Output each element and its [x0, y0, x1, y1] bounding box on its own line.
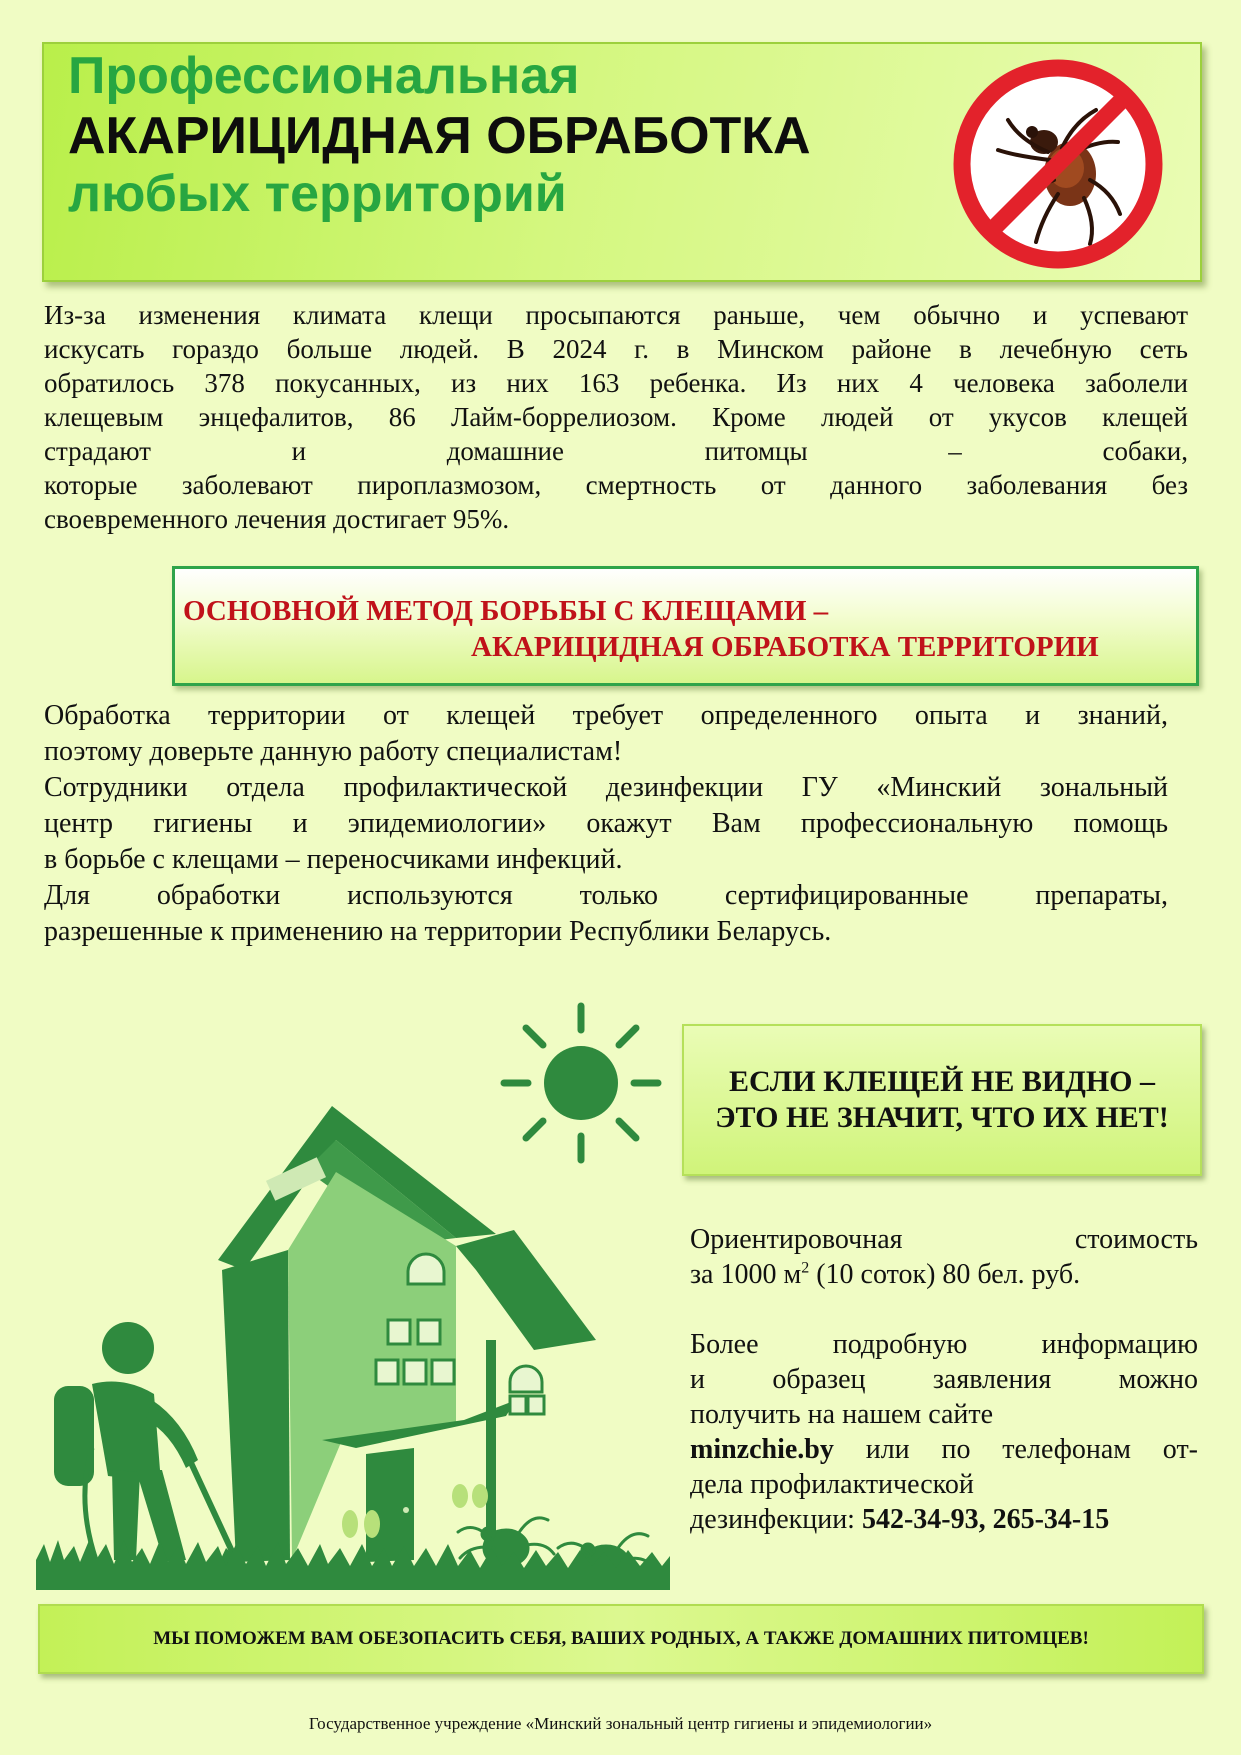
- contacts-line-6: дезинфекции: 542-34-93, 265-34-15: [690, 1504, 1110, 1535]
- price-and-contacts: [690, 1222, 1198, 1537]
- sun-icon: [504, 1006, 658, 1160]
- method-line-2: АКАРИЦИДНАЯ ОБРАБОТКА ТЕРРИТОРИИ: [471, 631, 1099, 663]
- phone-numbers[interactable]: 542-34-93, 265-34-15: [861, 1504, 1110, 1535]
- warning-box: [682, 1024, 1202, 1176]
- contacts-line-1: Более подробную информацию: [690, 1329, 1198, 1360]
- intro-paragraph: Из-за изменения климата клещи просыпаются раньше, чем обычно и успевают искусать гораздо больше людей. В 2024 г. в Минском районе в лечебную сеть обратилось 378 покусанных, из них 163 ребенка. Из них 4 человека заболели клещевым энцефалитов, 86 Лайм-боррелиозом. Кроме людей от укусов клещей страдают и домашние питомцы – собаки, которые заболевают пироплазмозом, смертность от данного заболевания без своевременного лечения достигает 95%.: [44, 300, 1188, 534]
- main-method-box: [172, 566, 1199, 686]
- title-line-1: Профессиональная: [68, 47, 580, 105]
- method-line-1: ОСНОВНОЙ МЕТОД БОРЬБЫ С КЛЕЩАМИ –: [183, 595, 829, 627]
- services-paragraph: Обработка территории от клещей требует определенного опыта и знаний, поэтому доверьте данную работу специалистам! Сотрудники отдела профилактической дезинфекции ГУ «Минский зональный центр гигиены и эпидемиологии» окажут Вам профессиональную помощь в борьбе с клещами – переносчиками инфекций. Для обработки используются только сертифицированные препараты, разрешенные к применению на территории Республики Беларусь.: [44, 700, 1168, 947]
- title-banner: [42, 42, 1202, 282]
- website-link[interactable]: minzchie.by: [690, 1434, 834, 1465]
- sprayer-person-icon: [54, 1322, 250, 1578]
- contacts-line-3: получить на нашем сайте: [690, 1399, 994, 1430]
- bottom-slogan-banner: МЫ ПОМОЖЕМ ВАМ ОБЕЗОПАСИТЬ СЕБЯ, ВАШИХ РОДНЫХ, А ТАКЖЕ ДОМАШНИХ ПИТОМЦЕВ!: [38, 1604, 1204, 1674]
- footer-institution: Государственное учреждение «Минский зональный центр гигиены и эпидемиологии»: [308, 1714, 933, 1733]
- warning-line-1: ЕСЛИ КЛЕЩЕЙ НЕ ВИДНО –: [728, 1065, 1156, 1098]
- title-line-2: АКАРИЦИДНАЯ ОБРАБОТКА: [68, 107, 811, 165]
- contacts-line-2: и образец заявления можно: [690, 1364, 1198, 1395]
- house-icon: [218, 1106, 596, 1562]
- title-line-3: любых территорий: [68, 165, 567, 223]
- price-line-1: Ориентировочная стоимость: [690, 1224, 1198, 1255]
- house-sprayer-illustration: [36, 1000, 670, 1590]
- contacts-line-5: дела профилактической: [690, 1469, 974, 1500]
- price-line-2: за 1000 $м^2$ (10 соток) 80 бел. руб.: [690, 1259, 1081, 1290]
- warning-line-2: ЭТО НЕ ЗНАЧИТ, ЧТО ИХ НЕТ!: [715, 1101, 1169, 1134]
- contacts-line-4: minzchie.by или по телефонам от-: [690, 1434, 1198, 1465]
- no-ticks-sign-icon: [950, 56, 1166, 272]
